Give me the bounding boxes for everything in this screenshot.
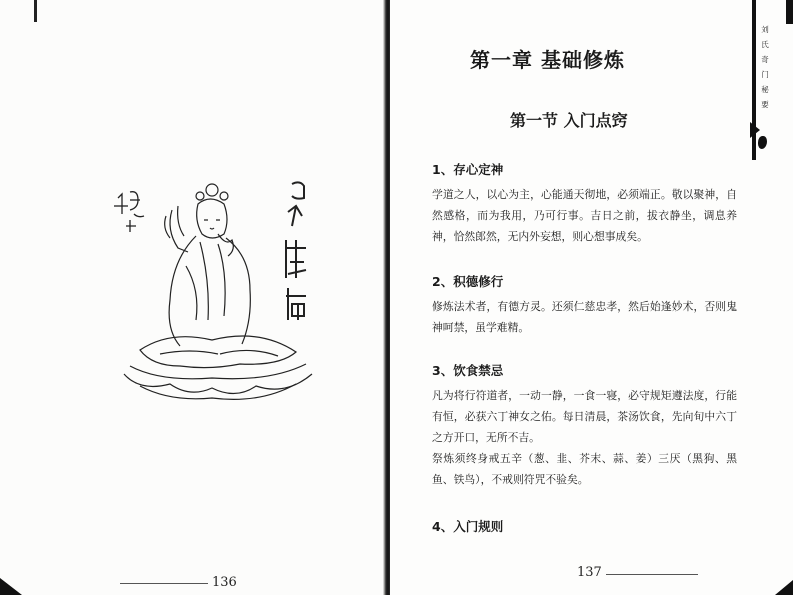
section-title: 第一节 入门点窍: [510, 111, 628, 130]
page-number-right: 137: [577, 565, 602, 580]
page-number-left: 136: [212, 575, 237, 590]
section-paragraph: 凡为将行符道者，一动一静，一食一寝，必守规矩遵法度，行能有恒，必获六丁神女之佑。每日清晨，茶汤饮食，先向旬中六丁之方开口，无所不吉。: [432, 389, 737, 444]
side-tab-label: 刘氏奇门秘要: [761, 25, 769, 109]
section-heading: 3、饮食禁忌: [432, 363, 504, 378]
side-tab: [744, 0, 793, 160]
section-2: [432, 272, 737, 338]
section-heading: 1、存心定神: [432, 162, 504, 177]
section-4: [432, 517, 737, 541]
sage-figure: [124, 184, 312, 399]
section-1: [432, 160, 737, 247]
section-paragraph: 修炼法术者，有德方灵。还须仁慈忠孝，然后始逢妙术，否则鬼神呵禁，虽学难精。: [432, 300, 737, 334]
section-3: [432, 361, 737, 490]
section-heading: 2、积德修行: [432, 274, 504, 289]
section-paragraph: 学道之人，以心为主，心能通天彻地，必须端正。敬以聚神，自然感格，而为我用，乃可行事。吉日之前，拔衣静坐，调息养神，恰然郎然，无内外妄想，则心想事成矣。: [432, 188, 737, 243]
scan-corner-shadow: [0, 578, 22, 595]
scan-corner-shadow-right: [775, 580, 793, 595]
seal-script-small: [114, 192, 144, 232]
seal-script-large: [286, 182, 306, 320]
section-heading: 4、入门规则: [432, 519, 504, 534]
chapter-title: 第一章 基础修炼: [470, 48, 625, 72]
footer-rule-left: [120, 583, 208, 584]
footer-rule-right: [606, 574, 698, 575]
side-tab-mark: [758, 136, 767, 149]
sage-illustration: [100, 170, 340, 410]
scan-edge-mark: [34, 0, 37, 22]
side-tab-wedge: [750, 122, 760, 138]
section-paragraph: 祭炼须终身戒五辛（葱、韭、芥末、蒜、姜）三厌（黑狗、黑鱼、铁鸟），不戒则符咒不验矣。: [432, 452, 737, 486]
left-page: [0, 0, 386, 595]
